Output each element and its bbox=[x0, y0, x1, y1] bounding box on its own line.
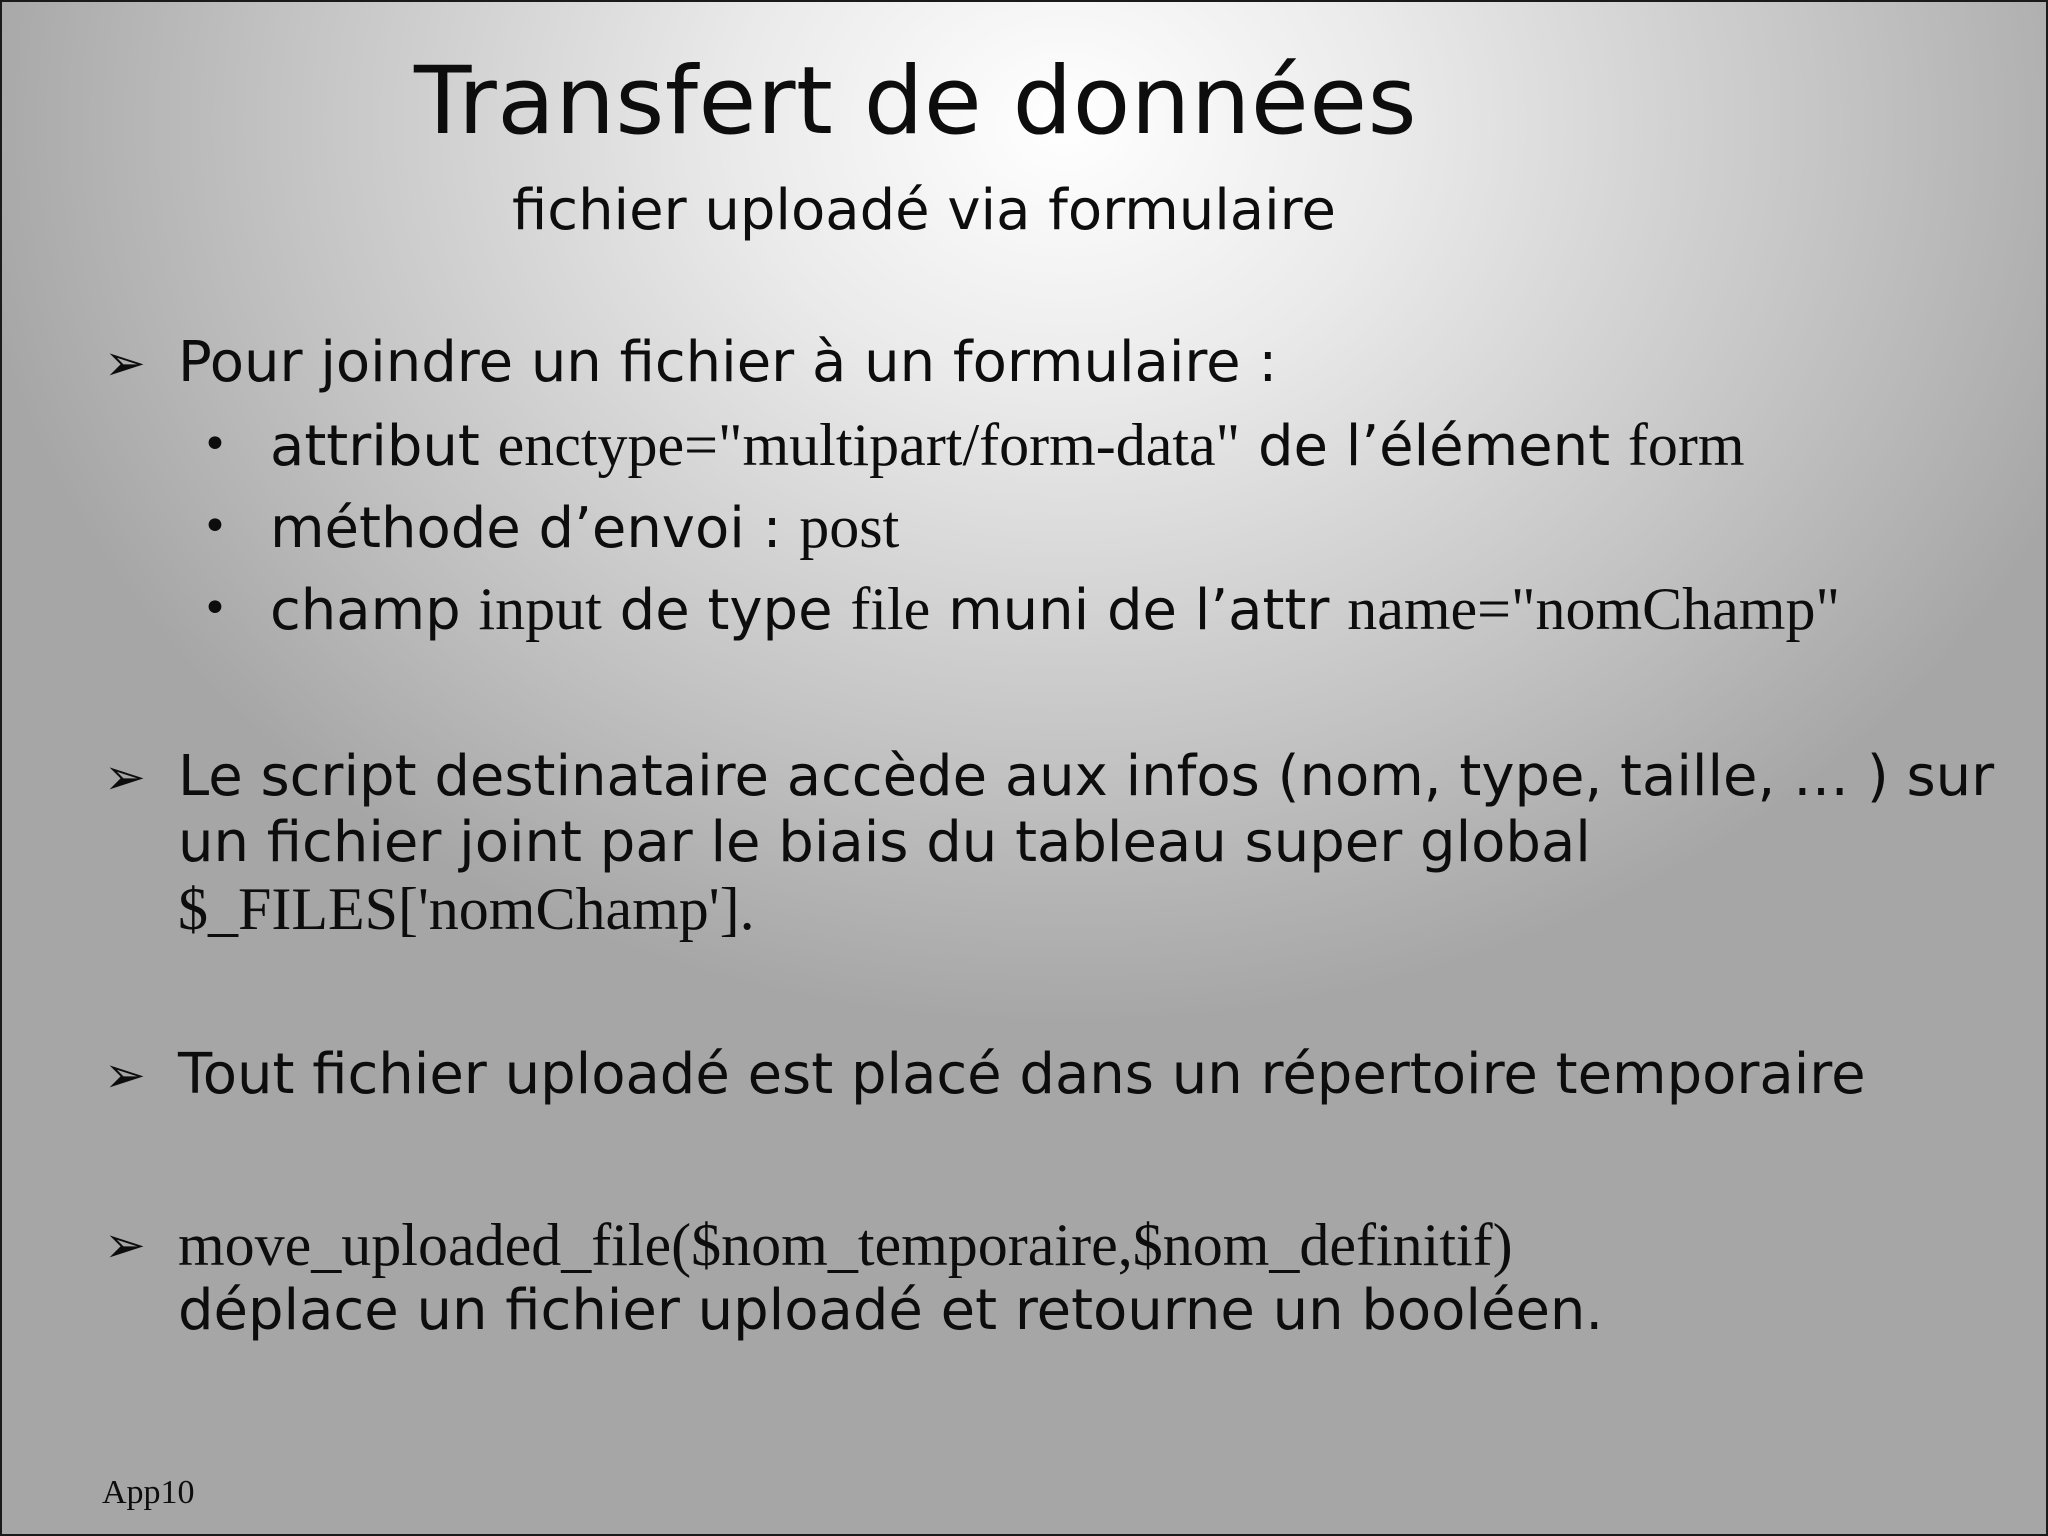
dot-bullet-icon: • bbox=[202, 501, 228, 552]
bullet-2 bbox=[178, 744, 1994, 942]
bullet-1-text: Pour joindre un fichier à un formulaire : bbox=[178, 330, 1278, 395]
arrow-bullet-icon: ➢ bbox=[104, 1216, 146, 1274]
bullet-2-line-1: Le script destinataire accède aux infos (nom, type, taille, … ) sur bbox=[178, 744, 1995, 809]
bullet-4-line-1: move_uploaded_file($nom_temporaire,$nom_definitif) bbox=[178, 1212, 1513, 1278]
arrow-bullet-icon: ➢ bbox=[104, 334, 146, 392]
bullet-4 bbox=[178, 1212, 1603, 1344]
sub-bullet-1 bbox=[270, 412, 1745, 480]
slide-title: Transfert de données bbox=[414, 47, 1418, 156]
bullet-4-line-2: déplace un fichier uploadé et retourne un booléen. bbox=[178, 1278, 1604, 1343]
sub-3-part-d: file bbox=[850, 576, 931, 642]
sub-3-part-c: de type bbox=[601, 578, 851, 643]
sub-1-part-a: attribut bbox=[270, 414, 498, 479]
sub-1-part-d: form bbox=[1627, 412, 1745, 478]
footer-label: App10 bbox=[102, 1474, 195, 1511]
sub-1-part-b: enctype="multipart/form-data" bbox=[497, 412, 1241, 478]
sub-bullet-2 bbox=[270, 494, 899, 562]
sub-2-part-b: post bbox=[799, 494, 900, 560]
sub-3-part-a: champ bbox=[270, 578, 479, 643]
sub-bullet-3 bbox=[270, 576, 1840, 644]
sub-1-part-c: de l’élément bbox=[1240, 414, 1628, 479]
dot-bullet-icon: • bbox=[202, 419, 228, 470]
sub-3-part-e: muni de l’attr bbox=[930, 578, 1348, 643]
bullet-2-line-3: $_FILES['nomChamp']. bbox=[178, 876, 755, 942]
sub-3-part-b: input bbox=[478, 576, 602, 642]
arrow-bullet-icon: ➢ bbox=[104, 1046, 146, 1104]
arrow-bullet-icon: ➢ bbox=[104, 748, 146, 806]
bullet-1 bbox=[178, 330, 1277, 396]
slide-subtitle: fichier uploadé via formulaire bbox=[512, 178, 1336, 243]
dot-bullet-icon: • bbox=[202, 583, 228, 634]
sub-3-part-f: name="nomChamp" bbox=[1347, 576, 1840, 642]
bullet-3-text: Tout fichier uploadé est placé dans un répertoire temporaire bbox=[178, 1042, 1866, 1107]
bullet-3 bbox=[178, 1042, 1866, 1108]
bullet-2-line-2: un fichier joint par le biais du tableau super global bbox=[178, 810, 1591, 875]
sub-2-part-a: méthode d’envoi : bbox=[270, 496, 800, 561]
